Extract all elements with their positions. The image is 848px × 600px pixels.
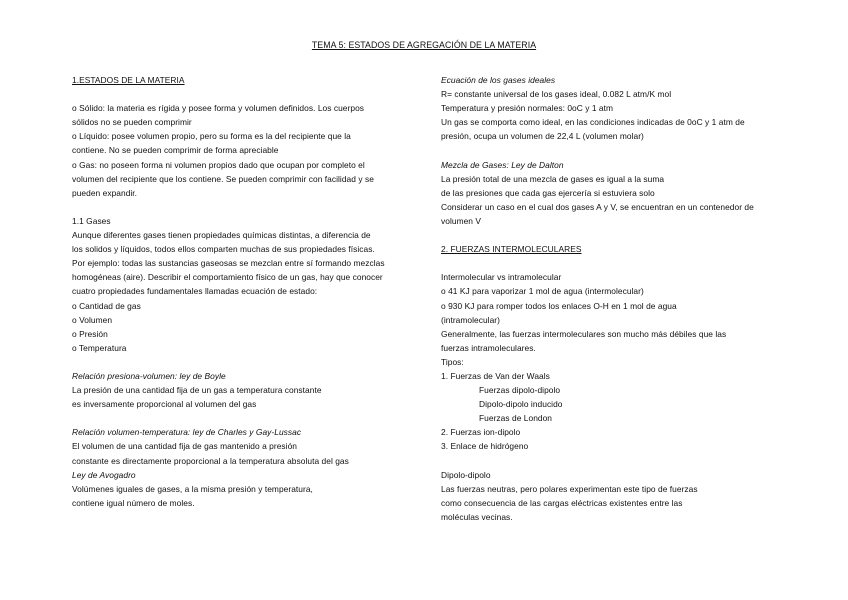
ideal-gas-text-line: R= constante universal de los gases ideal, 0.082 L atm/K mol	[441, 89, 672, 100]
forces-text-line: Generalmente, las fuerzas intermoleculares son mucho más débiles que las	[441, 328, 727, 339]
force-type-item: 3. Enlace de hidrógeno	[441, 441, 529, 452]
state-line: volumen del recipiente que los contiene. Se pueden comprimir con facilidad y se	[72, 173, 374, 184]
forces-text-line: Tipos:	[441, 356, 464, 367]
forces-text-line: o 41 KJ para vaporizar 1 mol de agua (intermolecular)	[441, 286, 644, 297]
ideal-gas-heading: Ecuación de los gases ideales	[441, 75, 556, 85]
property-list-item: o Volumen	[72, 314, 113, 325]
boyle-heading: Relación presiona-volumen: ley de Boyle	[72, 370, 226, 381]
force-type-item: 2. Fuerzas ion-dipolo	[441, 427, 521, 438]
document-title: TEMA 5: ESTADOS DE AGREGACIÓN DE LA MATERIA	[311, 40, 537, 50]
gases-paragraph-line: homogéneas (aire). Describir el comportamiento físico de un gas, hay que conocer	[72, 272, 383, 283]
dalton-text-line: volumen V	[441, 215, 482, 226]
ideal-gas-text-line: Temperatura y presión normales: 0oC y 1 atm	[441, 103, 614, 114]
right-column	[441, 73, 786, 524]
forces-text-line: o 930 KJ para romper todos los enlaces O-H en 1 mol de agua	[441, 300, 677, 311]
subsection-heading-gases: 1.1 Gases	[72, 215, 111, 226]
state-line: contiene. No se pueden comprimir de forma apreciable	[72, 145, 279, 156]
dipolo-text-line: Las fuerzas neutras, pero polares experimentan este tipo de fuerzas	[441, 483, 698, 494]
property-list-item: o Temperatura	[72, 342, 127, 353]
dipolo-text-line: moléculas vecinas.	[441, 511, 513, 522]
state-line: o Sólido: la materia es rígida y posee forma y volumen definidos. Los cuerpos	[72, 103, 365, 114]
gases-paragraph-line: cuatro propiedades fundamentales llamadas ecuación de estado:	[72, 286, 318, 297]
state-line: sólidos no se pueden comprimir	[72, 117, 192, 128]
ideal-gas-text-line: Un gas se comporta como ideal, en las condiciones indicadas de 0oC y 1 atm de	[441, 117, 745, 128]
boyle-text-line: es inversamente proporcional al volumen del gas	[72, 399, 257, 410]
forces-text-line: 1. Fuerzas de Van der Waals	[441, 370, 550, 381]
forces-text-line: Intermolecular vs intramolecular	[441, 272, 562, 283]
forces-text-line: fuerzas intramoleculares.	[441, 342, 536, 353]
gases-paragraph-line: Aunque diferentes gases tienen propiedades químicas distintas, a diferencia de	[72, 230, 371, 241]
avogadro-text-line: Volúmenes iguales de gases, a la misma presión y temperatura,	[72, 483, 313, 494]
avogadro-heading: Ley de Avogadro	[72, 469, 136, 480]
avogadro-text-line: contiene igual número de moles.	[72, 497, 195, 508]
gases-paragraph-line: Por ejemplo: todas las sustancias gaseosas se mezclan entre sí formando mezclas	[72, 258, 385, 269]
boyle-text-line: La presión de una cantidad fija de un gas a temperatura constante	[72, 385, 322, 396]
dalton-heading: Mezcla de Gases: Ley de Dalton	[441, 159, 564, 170]
property-list-item: o Cantidad de gas	[72, 300, 141, 311]
charles-text-line: constante es directamente proporcional a la temperatura absoluta del gas	[72, 455, 349, 466]
dipolo-text-line: como consecuencia de las cargas eléctricas existentes entre las	[441, 497, 683, 508]
state-line: o Gas: no poseen forma ni volumen propios dado que ocupan por completo el	[72, 159, 365, 170]
forces-text-line: (intramolecular)	[441, 314, 500, 325]
dalton-text-line: La presión total de una mezcla de gases es igual a la suma	[441, 173, 665, 184]
gases-paragraph-line: los solidos y líquidos, todos ellos comparten muchas de sus propiedades físicas.	[72, 244, 375, 255]
charles-heading: Relación volumen-temperatura: ley de Charles y Gay-Lussac	[72, 427, 302, 438]
dalton-text-line: de las presiones que cada gas ejercería si estuviera solo	[441, 187, 655, 198]
section-heading-estados: 1.ESTADOS DE LA MATERIA	[72, 75, 185, 85]
property-list-item: o Presión	[72, 328, 108, 339]
section-heading-fuerzas: 2. FUERZAS INTERMOLECULARES	[441, 244, 582, 255]
left-column	[72, 73, 417, 510]
vdw-subtype-item: Fuerzas de London	[479, 413, 553, 424]
state-line: pueden expandir.	[72, 187, 138, 198]
vdw-subtype-item: Dipolo-dipolo inducido	[479, 399, 563, 410]
charles-text-line: El volumen de una cantidad fija de gas mantenido a presión	[72, 441, 297, 452]
ideal-gas-text-line: presión, ocupa un volumen de 22,4 L (volumen molar)	[441, 131, 644, 142]
dalton-text-line: Considerar un caso en el cual dos gases A y V, se encuentran en un contenedor de	[441, 201, 754, 212]
vdw-subtype-item: Fuerzas dipolo-dipolo	[479, 385, 561, 396]
state-line: o Líquido: posee volumen propio, pero su forma es la del recipiente que la	[72, 131, 351, 142]
dipolo-heading: Dipolo-dipolo	[441, 469, 491, 480]
